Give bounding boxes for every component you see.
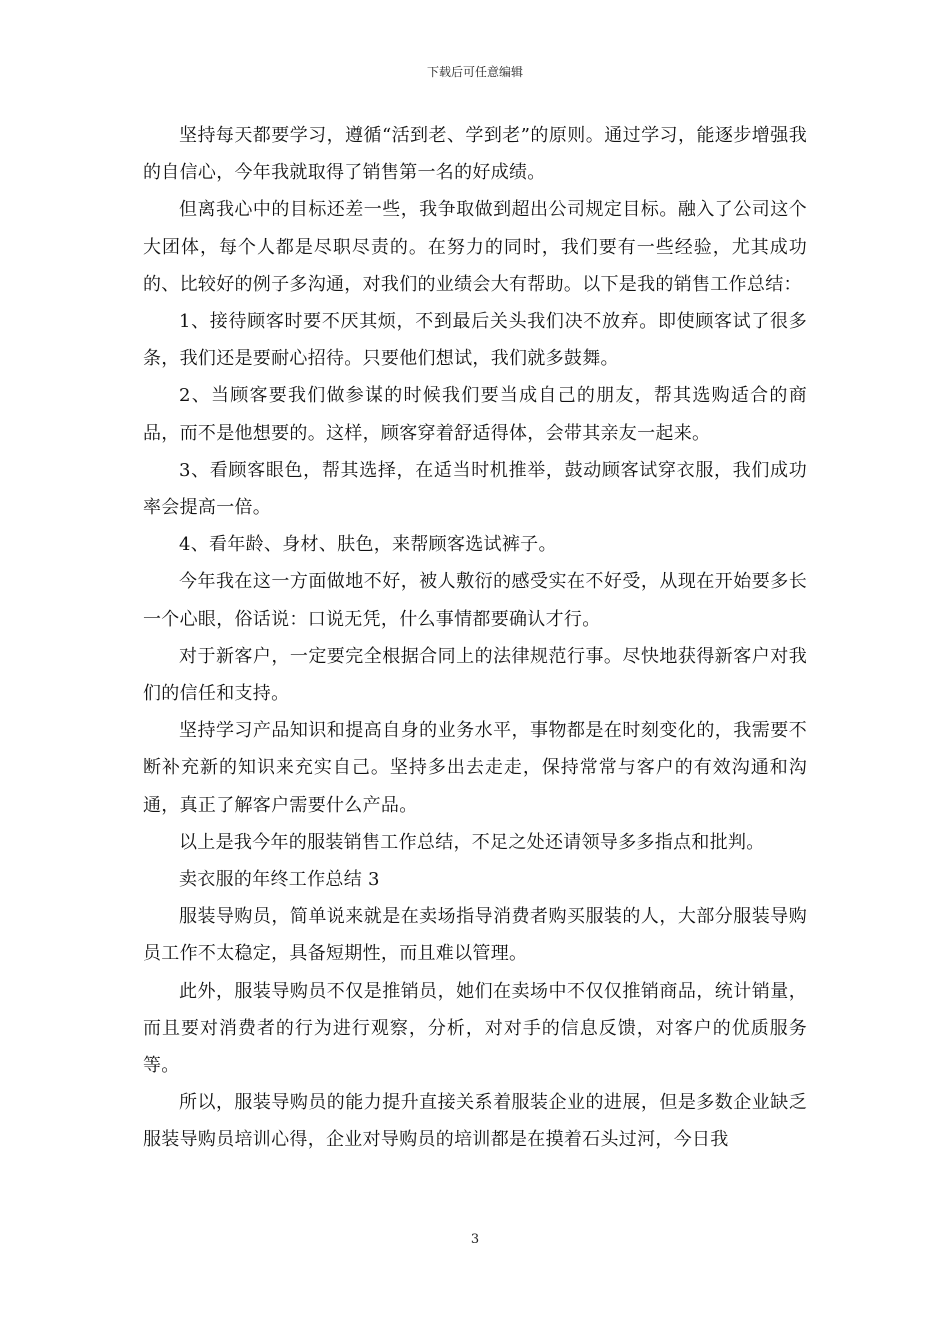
paragraph-item-2: 2、当顾客要我们做参谋的时候我们要当成自己的朋友，帮其选购适合的商品，而不是他想要的。这样，顾客穿着舒适得体，会带其亲友一起来。 — [143, 385, 807, 444]
section-heading: 卖衣服的年终工作总结 3 — [179, 869, 380, 891]
paragraph-item-4: 4、看年龄、身材、肤色，来帮顾客选试裤子。 — [179, 534, 557, 556]
paragraph-item-1: 1、接待顾客时要不厌其烦，不到最后关头我们决不放弃。即使顾客试了很多条，我们还是要耐心招待。只要他们想试，我们就多鼓舞。 — [143, 311, 807, 370]
page-header: 下载后可任意编辑 — [426, 65, 523, 79]
paragraph-guide-definition: 服装导购员，简单说来就是在卖场指导消费者购买服装的人，大部分服装导购员工作不太稳定，具备短期性，而且难以管理。 — [143, 906, 807, 965]
paragraph-conclusion: 以上是我今年的服装销售工作总结，不足之处还请领导多多指点和批判。 — [179, 831, 765, 853]
paragraph-reflection: 今年我在这一方面做地不好，被人敷衍的感受实在不好受，从现在开始要多长一个心眼，俗话说：口说无凭，什么事情都要确认才行。 — [143, 571, 807, 630]
paragraph-guide-duties: 此外，服装导购员不仅是推销员，她们在卖场中不仅仅推销商品，统计销量，而且要对消费者的行为进行观察，分析，对对手的信息反馈，对客户的优质服务等。 — [143, 980, 807, 1077]
document-body — [143, 117, 807, 1159]
paragraph-new-clients: 对于新客户，一定要完全根据合同上的法律规范行事。尽快地获得新客户对我们的信任和支持。 — [143, 645, 807, 705]
paragraph-item-3: 3、看顾客眼色，帮其选择，在适当时机推举，鼓动顾客试穿衣服，我们成功率会提高一倍。 — [143, 459, 807, 519]
paragraph-goal: 但离我心中的目标还差一些，我争取做到超出公司规定目标。融入了公司这个大团体，每个人都是尽职尽责的。在努力的同时，我们要有一些经验，尤其成功的、比较好的例子多沟通，对我们的业绩会大有帮助。以下是我的销售工作总结： — [143, 199, 807, 295]
paragraph-learning: 坚持学习产品知识和提高自身的业务水平，事物都是在时刻变化的，我需要不断补充新的知识来充实自己。坚持多出去走走，保持常常与客户的有效沟通和沟通，真正了解客户需要什么产品。 — [143, 720, 807, 816]
paragraph-guide-training: 所以，服装导购员的能力提升直接关系着服装企业的进展，但是多数企业缺乏服装导购员培训心得，企业对导购员的培训都是在摸着石头过河，今日我 — [143, 1092, 807, 1151]
page-number: 3 — [470, 1232, 480, 1247]
paragraph-study: 坚持每天都要学习，遵循“活到老、学到老”的原则。通过学习，能逐步增强我的自信心，今年我就取得了销售第一名的好成绩。 — [143, 125, 807, 184]
